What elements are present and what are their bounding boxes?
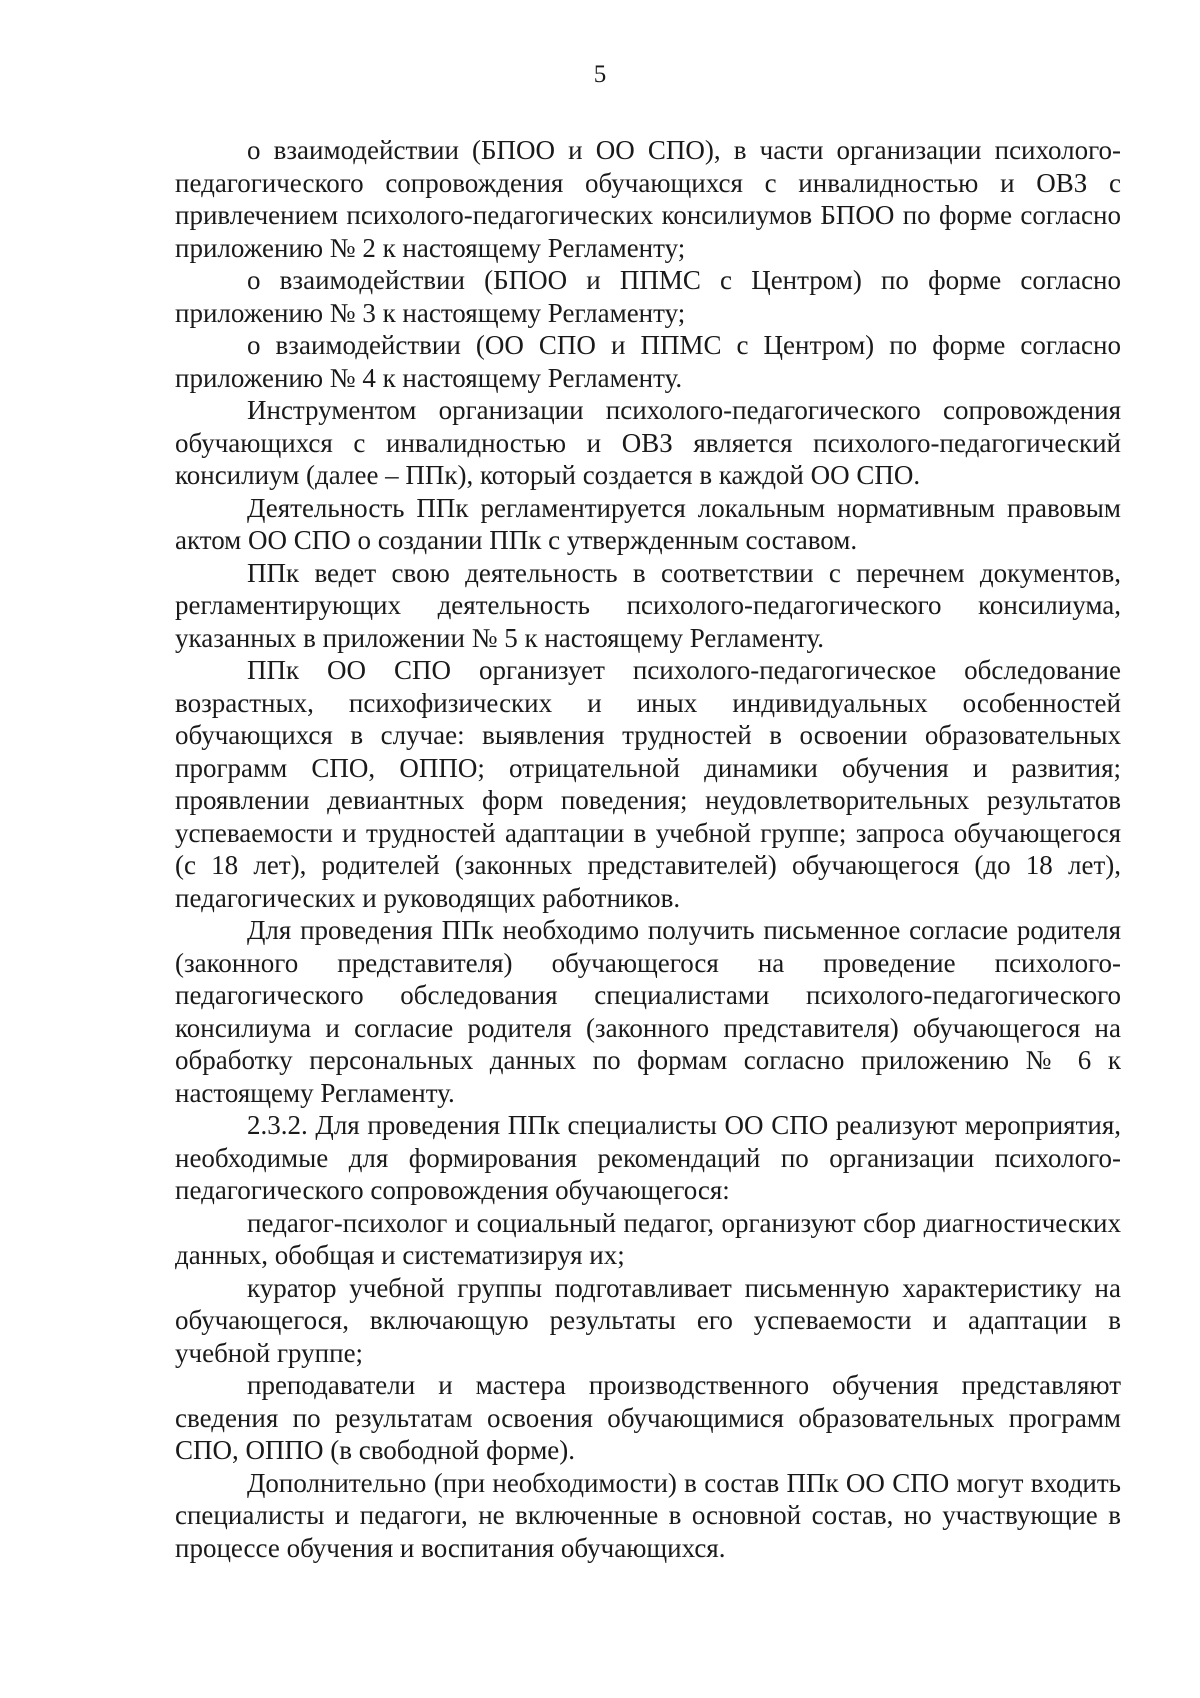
paragraph: 2.3.2. Для проведения ППк специалисты ОО СПО реализуют мероприятия, необходимые для формирования рекомендаций по организации психолого-педагогического сопровождения обучающегося: bbox=[175, 1110, 1121, 1205]
paragraph: Деятельность ППк регламентируется локальным нормативным правовым актом ОО СПО о создании ППк с утвержденным составом. bbox=[175, 492, 1121, 555]
document-body bbox=[175, 134, 1121, 1564]
paragraph: о взаимодействии (БПОО и ОО СПО), в части организации психолого-педагогического сопровождения обучающихся с инвалидностью и ОВЗ с привлечением психолого-педагогических консилиумов БПОО по форме согласно приложению № 2 к настоящему Регламенту; bbox=[175, 135, 1121, 263]
paragraph: Инструментом организации психолого-педагогического сопровождения обучающихся с инвалидностью и ОВЗ является психолого-педагогический консилиум (далее – ППк), который создается в каждой ОО СПО. bbox=[175, 395, 1121, 490]
paragraph: Дополнительно (при необходимости) в состав ППк ОО СПО могут входить специалисты и педагоги, не включенные в основной состав, но участвующие в процессе обучения и воспитания обучающихся. bbox=[175, 1467, 1121, 1563]
paragraph: ППк ведет свою деятельность в соответствии с перечнем документов, регламентирующих деятельность психолого-педагогического консилиума, указанных в приложении № 5 к настоящему Регламенту. bbox=[175, 557, 1121, 653]
paragraph: педагог-психолог и социальный педагог, организуют сбор диагностических данных, обобщая и систематизируя их; bbox=[175, 1207, 1121, 1270]
paragraph: куратор учебной группы подготавливает письменную характеристику на обучающегося, включающую результаты его успеваемости и адаптации в учебной группе; bbox=[175, 1272, 1121, 1368]
paragraph: ППк ОО СПО организует психолого-педагогическое обследование возрастных, психофизических и иных индивидуальных особенностей обучающихся в случае: выявления трудностей в освоении образовательных программ СПО, ОППО; отрицательной динамики обучения и развития; проявлении девиантных форм поведения; неудовлетворительных результатов успеваемости и трудностей адаптации в учебной группе; запроса обучающегося (с 18 лет), родителей (законных представителей) обучающегося (до 18 лет), педагогических и руководящих работников. bbox=[175, 655, 1121, 913]
paragraph: Для проведения ППк необходимо получить письменное согласие родителя (законного представителя) обучающегося на проведение психолого-педагогического обследования специалистами психолого-педагогического консилиума и согласие родителя (законного представителя) обучающегося на обработку персональных данных по формам согласно приложению № 6 к настоящему Регламенту. bbox=[175, 915, 1121, 1108]
paragraph: преподаватели и мастера производственного обучения представляют сведения по результатам освоения обучающимися образовательных программ СПО, ОППО (в свободной форме). bbox=[175, 1370, 1121, 1465]
paragraph: о взаимодействии (БПОО и ППМС с Центром) по форме согласно приложению № 3 к настоящему Регламенту; bbox=[175, 265, 1121, 328]
page-number: 5 bbox=[593, 61, 607, 88]
paragraph: о взаимодействии (ОО СПО и ППМС с Центром) по форме согласно приложению № 4 к настоящему Регламенту. bbox=[175, 330, 1121, 393]
